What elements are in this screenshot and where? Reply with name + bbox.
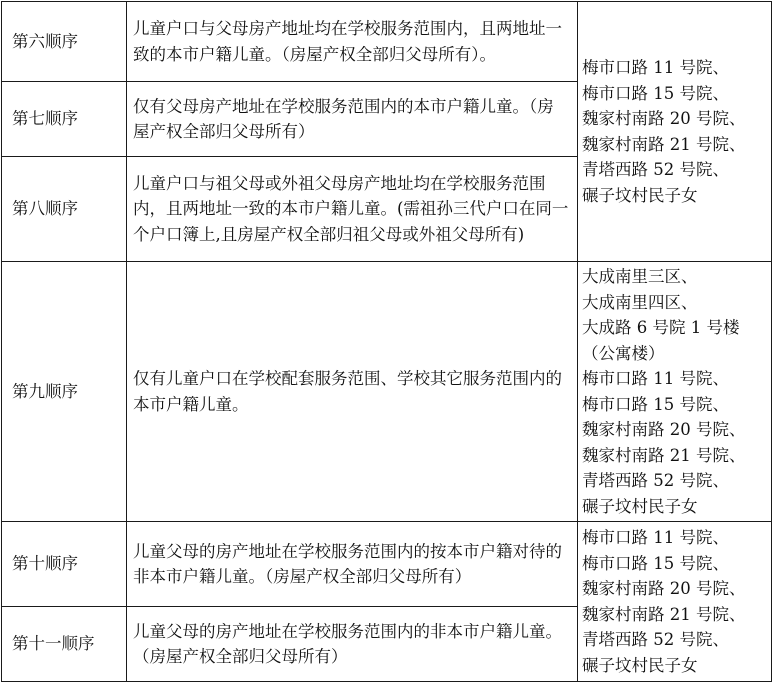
order-cell: 第九顺序 bbox=[2, 262, 127, 522]
address-line: 碾子坟村民子女 bbox=[582, 496, 698, 516]
address-cell bbox=[578, 262, 772, 522]
address-line: 梅市口路 15 号院、 bbox=[582, 83, 729, 103]
table-row bbox=[2, 522, 772, 607]
address-line: 碾子坟村民子女 bbox=[582, 655, 698, 675]
address-line: 魏家村南路 20 号院、 bbox=[582, 109, 746, 128]
address-line: 魏家村南路 21 号院、 bbox=[582, 134, 746, 154]
address-line: 梅市口路 15 号院、 bbox=[582, 394, 729, 414]
criteria-cell: 仅有儿童户口在学校配套服务范围、学校其它服务范围内的本市户籍儿童。 bbox=[127, 262, 578, 522]
order-cell: 第十一顺序 bbox=[2, 607, 127, 682]
admission-order-table bbox=[1, 1, 772, 682]
address-line: 魏家村南路 21 号院、 bbox=[582, 445, 746, 465]
address-cell bbox=[578, 522, 772, 682]
address-line: 魏家村南路 20 号院、 bbox=[582, 420, 746, 439]
criteria-cell: 儿童户口与父母房产地址均在学校服务范围内，且两地址一致的本市户籍儿童。（房屋产权全部归父母所有）。 bbox=[127, 2, 578, 82]
address-line: 青塔西路 52 号院、 bbox=[582, 471, 729, 490]
address-line: 梅市口路 11 号院、 bbox=[582, 58, 729, 77]
table-row bbox=[2, 262, 772, 522]
address-line: 青塔西路 52 号院、 bbox=[582, 160, 729, 179]
address-line: 魏家村南路 20 号院、 bbox=[582, 579, 746, 598]
address-line: 青塔西路 52 号院、 bbox=[582, 630, 729, 649]
address-line: 大成南里三区、 bbox=[582, 267, 698, 286]
order-cell: 第六顺序 bbox=[2, 2, 127, 82]
address-line: 大成南里四区、 bbox=[582, 292, 698, 312]
criteria-cell: 儿童父母的房产地址在学校服务范围内的按本市户籍对待的非本市户籍儿童。（房屋产权全部归父母所有） bbox=[127, 522, 578, 607]
order-cell: 第八顺序 bbox=[2, 157, 127, 262]
criteria-cell: 儿童户口与祖父母或外祖父母房产地址均在学校服务范围内，且两地址一致的本市户籍儿童。(需祖孙三代户口在同一个户口簿上,且房屋产权全部归祖父母或外祖父母所有) bbox=[127, 157, 578, 262]
address-line: 梅市口路 11 号院、 bbox=[582, 528, 729, 547]
address-line: 梅市口路 15 号院、 bbox=[582, 553, 729, 573]
address-line: （公寓楼） bbox=[582, 343, 665, 363]
address-cell bbox=[578, 2, 772, 262]
order-cell: 第七顺序 bbox=[2, 82, 127, 157]
table-row bbox=[2, 2, 772, 82]
criteria-cell: 仅有父母房产地址在学校服务范围内的本市户籍儿童。（房屋产权全部归父母所有） bbox=[127, 82, 578, 157]
address-line: 碾子坟村民子女 bbox=[582, 185, 698, 205]
address-line: 梅市口路 11 号院、 bbox=[582, 369, 729, 388]
order-cell: 第十顺序 bbox=[2, 522, 127, 607]
address-line: 魏家村南路 21 号院、 bbox=[582, 604, 746, 624]
address-line: 大成路 6 号院 1 号楼 bbox=[582, 318, 740, 337]
criteria-cell: 儿童父母的房产地址在学校服务范围内的非本市户籍儿童。（房屋产权全部归父母所有） bbox=[127, 607, 578, 682]
